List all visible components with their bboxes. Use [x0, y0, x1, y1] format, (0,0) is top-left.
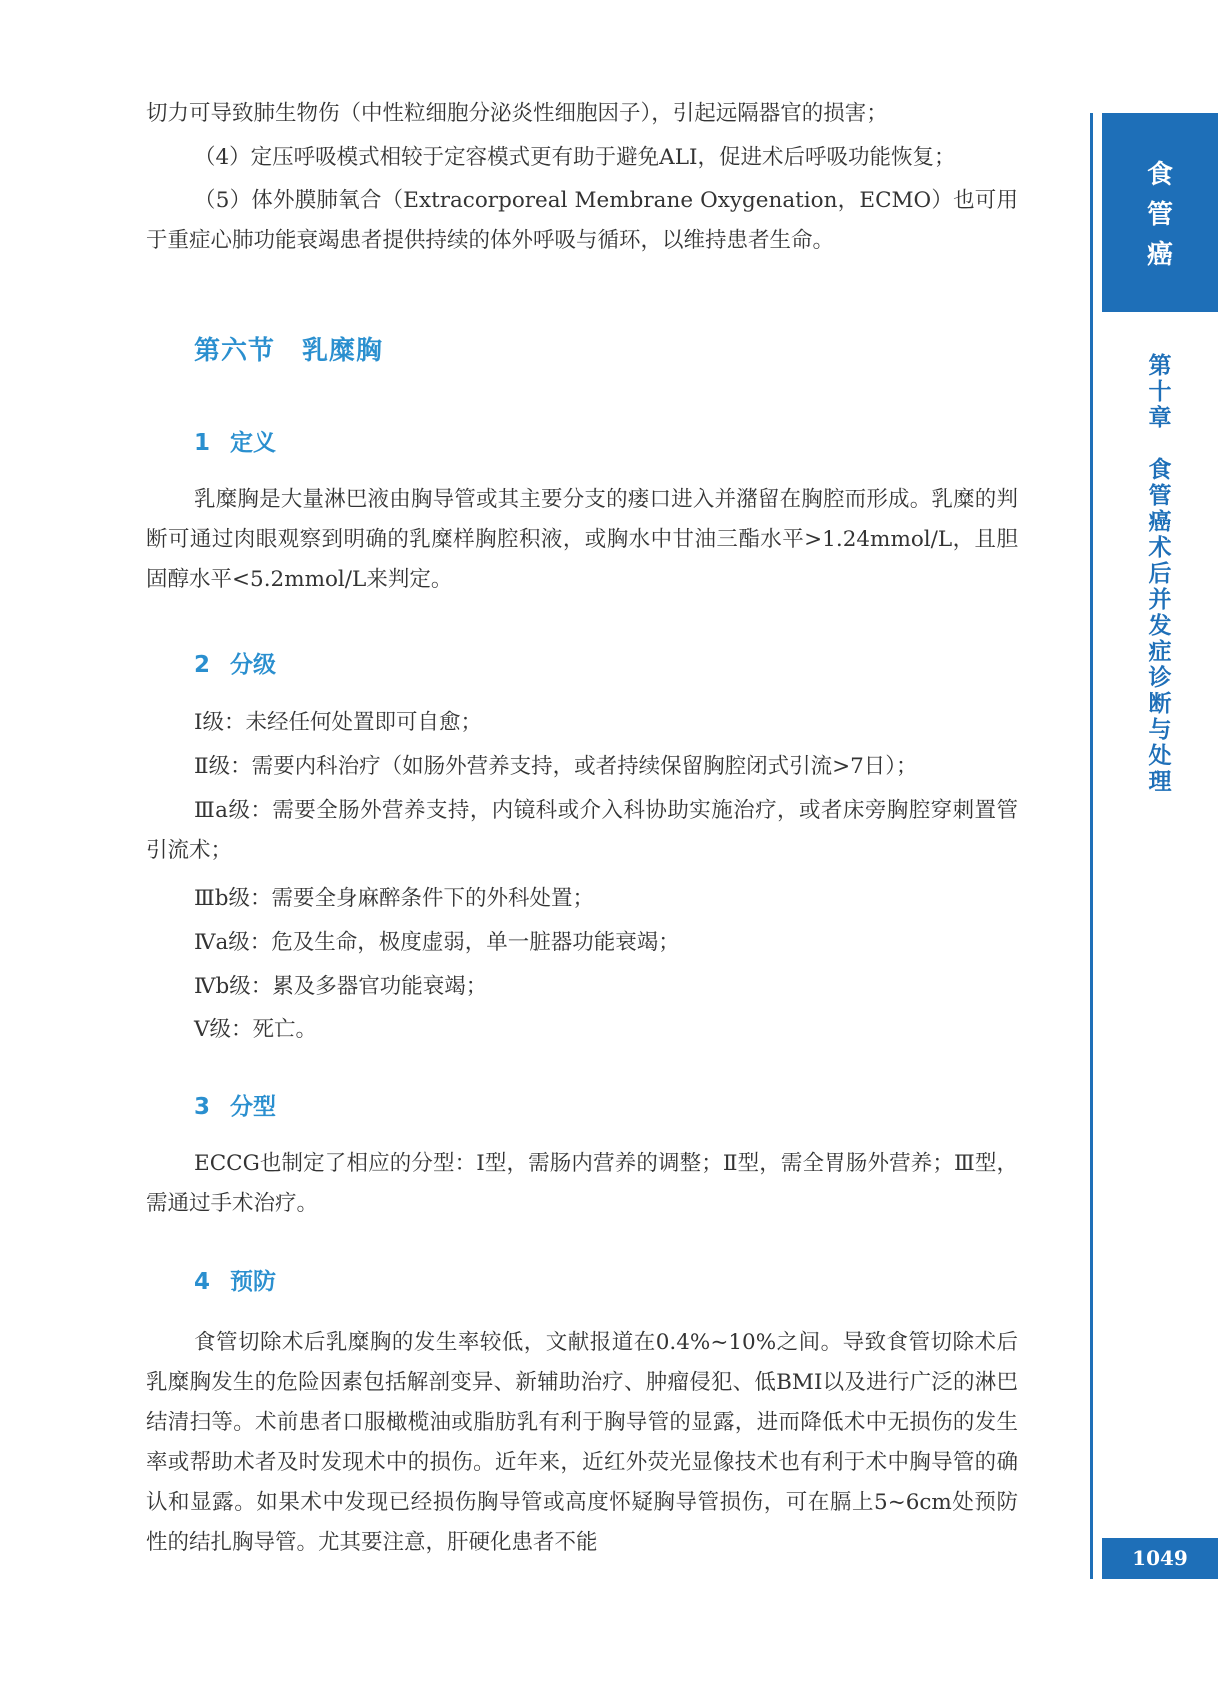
chapter-char: 术	[1148, 534, 1172, 561]
chapter-char: 与	[1148, 716, 1172, 743]
subsection-title: 分型	[230, 1094, 276, 1120]
subsection-title: 定义	[230, 430, 276, 456]
prevention-paragraph: 食管切除术后乳糜胸的发生率较低，文献报道在0.4%~10%之间。导致食管切除术后乳糜胸发生的危险因素包括解剖变异、新辅助治疗、肿瘤侵犯、低BMI以及进行广泛的淋巴结清扫等。术前患者口服橄榄油或脂肪乳有利于胸导管的显露，进而降低术中无损伤的发生率或帮助术者及时发现术中的损伤。近年来，近红外荧光显像技术也有利于术中胸导管的确认和显露。如果术中发现已经损伤胸导管或高度怀疑胸导管损伤，可在膈上5~6cm处预防性的结扎胸导管。尤其要注意，肝硬化患者不能	[146, 1330, 1018, 1555]
grade-item: Ⅳa级：危及生命，极度虚弱，单一脏器功能衰竭；	[194, 930, 680, 955]
definition-paragraph: 乳糜胸是大量淋巴液由胸导管或其主要分支的瘘口进入并潴留在胸腔而形成。乳糜的判断可通过肉眼观察到明确的乳糜样胸腔积液，或胸水中甘油三酯水平>1.24mmol/L，且胆固醇水平<5.2mmol/L来判定。	[146, 487, 1018, 592]
chapter-char: 症	[1148, 638, 1172, 665]
page-number: 1049	[1102, 1538, 1218, 1579]
tab-char: 癌	[1146, 240, 1173, 270]
subsection-title: 分级	[230, 652, 276, 678]
paragraph-continued: 切力可导致肺生物伤（中性粒细胞分泌炎性细胞因子），引起远隔器官的损害；	[146, 101, 888, 126]
subsection-typing	[194, 1088, 276, 1121]
chapter-char: 处	[1148, 742, 1172, 769]
grade-item: Ⅲa级：需要全肠外营养支持，内镜科或介入科协助实施治疗，或者床旁胸腔穿刺置管引流术；	[146, 798, 1018, 863]
chapter-char: 食	[1148, 456, 1172, 483]
subsection-number: 4	[194, 1269, 211, 1295]
chapter-char: 断	[1148, 690, 1172, 717]
subsection-number: 3	[194, 1094, 211, 1120]
chapter-char: 并	[1148, 586, 1172, 613]
tab-char: 管	[1146, 200, 1173, 230]
chapter-char: 发	[1148, 612, 1172, 639]
subsection-grading	[194, 646, 276, 679]
grade-item: Ⅰ级：未经任何处置即可自愈；	[194, 710, 482, 735]
grade-item: Ⅳb级：累及多器官功能衰竭；	[194, 974, 488, 999]
chapter-char: 诊	[1148, 664, 1172, 691]
subsection-definition	[194, 424, 276, 457]
chapter-char: 管	[1148, 482, 1172, 509]
chapter-char: 后	[1148, 560, 1172, 587]
grade-item: Ⅴ级：死亡。	[194, 1017, 318, 1042]
subsection-prevention	[194, 1263, 276, 1296]
book-title-tab	[1102, 113, 1218, 312]
subsection-number: 1	[194, 430, 211, 456]
subsection-number: 2	[194, 652, 211, 678]
section-title: 第六节 乳糜胸	[194, 336, 384, 366]
chapter-char: 理	[1148, 768, 1172, 795]
chapter-char: 章	[1148, 404, 1172, 431]
grade-item: Ⅱ级：需要内科治疗（如肠外营养支持，或者持续保留胸腔闭式引流>7日）；	[194, 754, 918, 779]
book-title-text	[1102, 155, 1218, 275]
chapter-char: 癌	[1148, 508, 1172, 535]
list-item-5: （5）体外膜肺氧合（Extracorporeal Membrane Oxygenation，ECMO）也可用于重症心肺功能衰竭患者提供持续的体外呼吸与循环，以维持患者生命。	[146, 188, 1018, 253]
list-item-4: （4）定压呼吸模式相较于定容模式更有助于避免ALI，促进术后呼吸功能恢复；	[194, 145, 956, 170]
chapter-char: 十	[1148, 378, 1172, 405]
typing-paragraph: ECCG也制定了相应的分型：Ⅰ型，需肠内营养的调整；Ⅱ型，需全胃肠外营养；Ⅲ型，需通过手术治疗。	[146, 1151, 1018, 1216]
tab-char: 食	[1146, 160, 1173, 190]
chapter-gap	[1102, 431, 1218, 457]
subsection-title: 预防	[230, 1269, 276, 1295]
grade-item: Ⅲb级：需要全身麻醉条件下的外科处置；	[194, 886, 594, 911]
chapter-title-vertical	[1102, 353, 1218, 795]
chapter-char: 第	[1148, 352, 1172, 379]
margin-rule	[1090, 113, 1093, 1579]
